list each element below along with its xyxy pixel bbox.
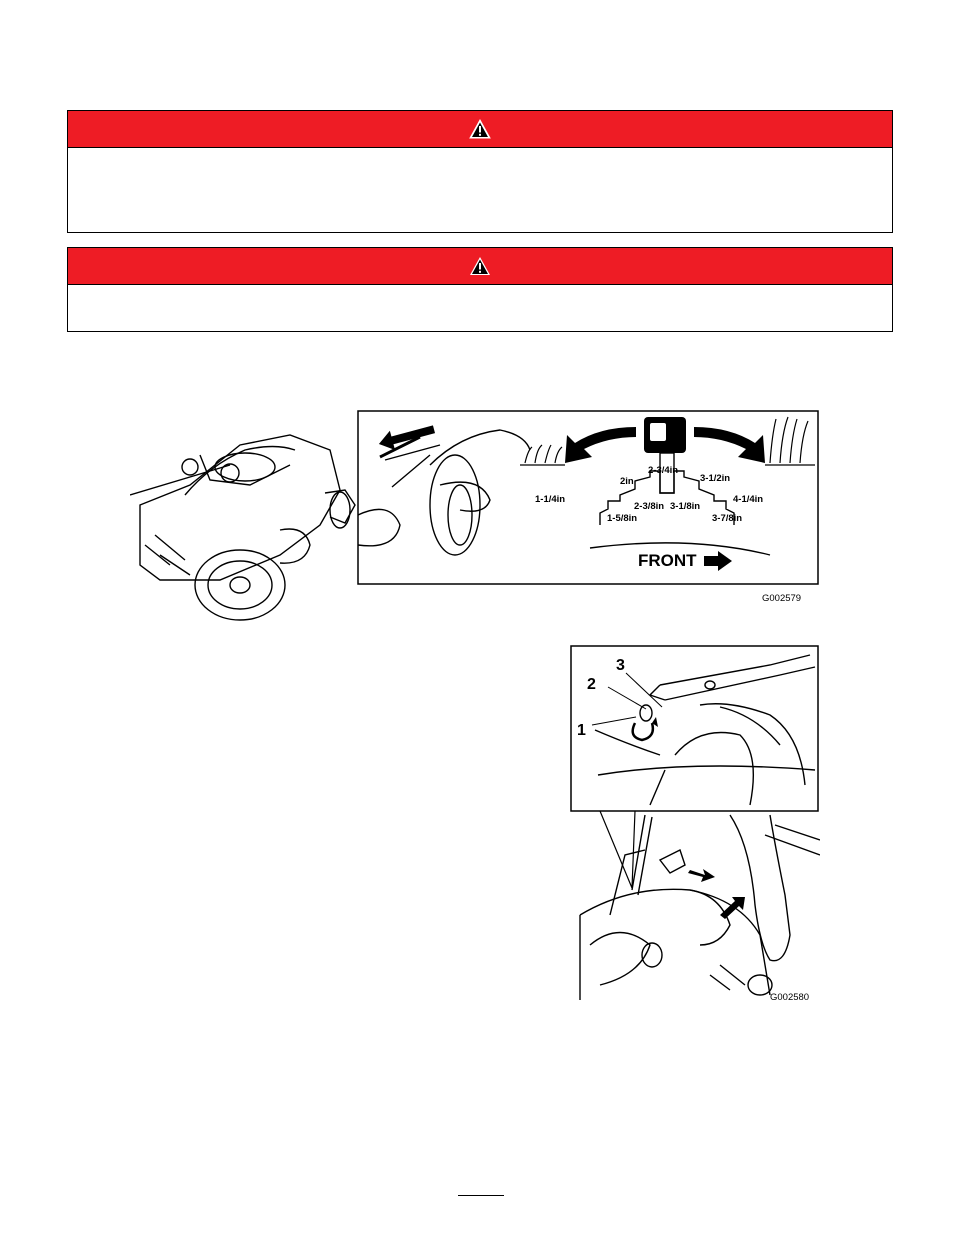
height-label: 2-3/4in [648, 465, 679, 476]
height-label: 3-1/8in [670, 501, 701, 512]
handle-detail-frame [571, 646, 818, 811]
lift-arrow-icon [720, 897, 745, 919]
height-label: 4-1/4in [733, 494, 764, 505]
height-label: 3-1/2in [700, 473, 731, 484]
height-of-cut-figure [130, 405, 830, 630]
height-label: 1-1/4in [535, 494, 566, 505]
mower-handle-illustration [580, 815, 820, 1000]
figure-code-2: G002580 [770, 992, 810, 1003]
height-label: 2in [620, 476, 634, 487]
height-label: 3-7/8in [712, 513, 743, 524]
callout-1: 1 [577, 722, 586, 739]
warning-triangle-icon [469, 256, 491, 276]
handle-adjust-figure [570, 645, 820, 1010]
page-number-rule [458, 1195, 504, 1196]
warning-header-1 [68, 111, 892, 148]
height-label: 1-5/8in [607, 513, 638, 524]
warning-box-1 [67, 110, 893, 233]
warning-triangle-icon [469, 119, 491, 139]
figure-code: G002579 [762, 593, 802, 604]
callout-3: 3 [616, 657, 625, 674]
warning-box-2 [67, 247, 893, 332]
front-label: FRONT [638, 551, 697, 570]
mower-illustration [130, 435, 355, 620]
warning-header-2 [68, 248, 892, 285]
callout-2: 2 [587, 676, 596, 693]
height-label: 2-3/8in [634, 501, 665, 512]
push-arrow-icon [688, 869, 715, 882]
